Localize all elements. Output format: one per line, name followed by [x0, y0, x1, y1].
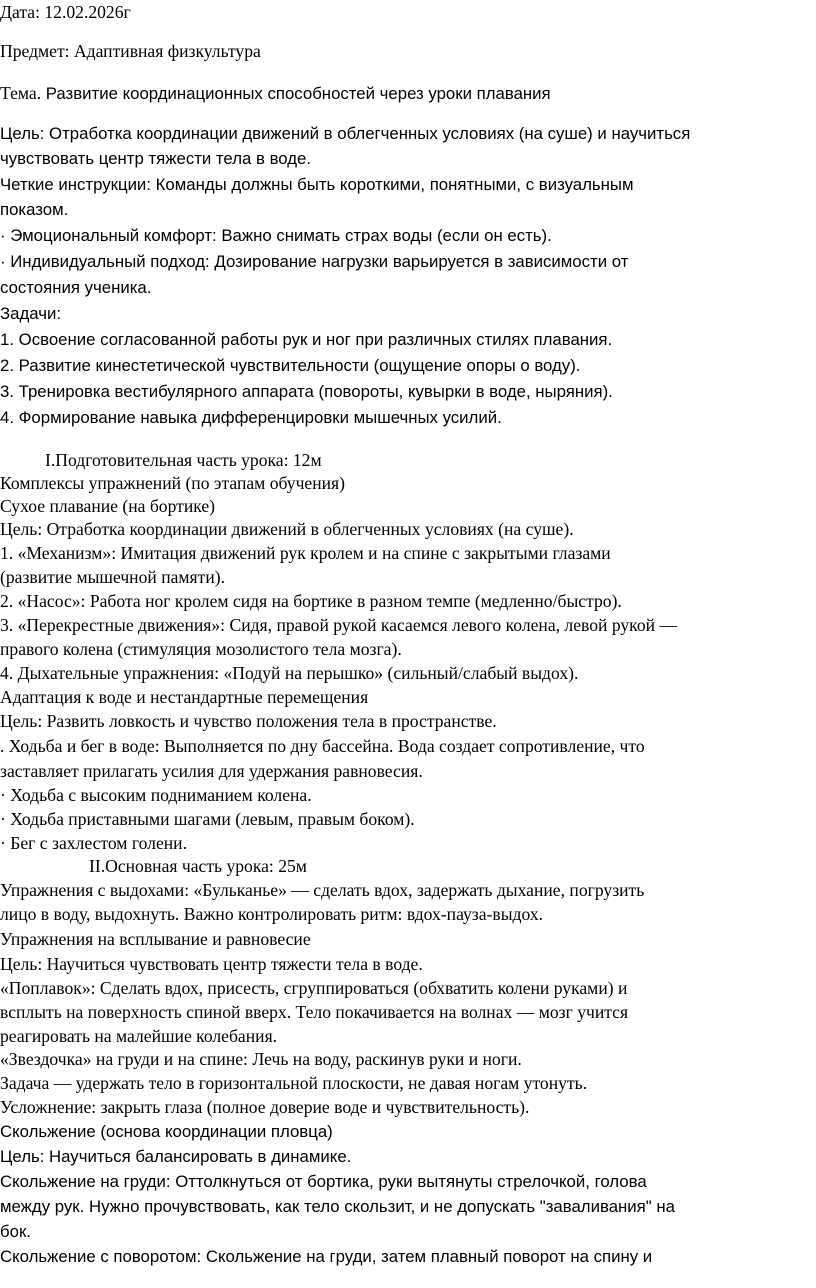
part2-line: всплыть на поверхность спиной вверх. Тело покачивается на волнах — мозг учится: [0, 1002, 629, 1022]
part2-line: Упражнения с выдохами: «Бульканье» — сделать вдох, задержать дыхание, погрузить: [0, 880, 645, 900]
principle-line: · Индивидуальный подход: Дозирование нагрузки варьируется в зависимости от: [0, 252, 629, 271]
part1-line: · Ходьба с высоким подниманием колена.: [0, 785, 312, 805]
part2-line: реагировать на малейшие колебания.: [0, 1026, 278, 1046]
task-item: 3. Тренировка вестибулярного аппарата (повороты, кувырки в воде, ныряния).: [0, 382, 613, 401]
part1-line: Адаптация к воде и нестандартные перемещения: [0, 687, 369, 707]
principle-line: · Эмоциональный комфорт: Важно снимать страх воды (если он есть).: [0, 226, 552, 245]
part1-line: (развитие мышечной памяти).: [0, 567, 226, 587]
part1-line: 3. «Перекрестные движения»: Сидя, правой рукой касаемся левого колена, левой рукой —: [0, 615, 678, 635]
principle-line: показом.: [0, 200, 69, 219]
part2-line: Скольжение на груди: Оттолкнуться от бортика, руки вытянуты стрелочкой, голова: [0, 1172, 647, 1191]
task-item: 4. Формирование навыка дифференцировки мышечных усилий.: [0, 408, 502, 427]
part1-heading: I.Подготовительная часть урока: 12м: [45, 450, 322, 470]
topic-line: [0, 82, 551, 105]
principle-line: Четкие инструкции: Команды должны быть короткими, понятными, с визуальным: [0, 175, 634, 194]
part2-line: Усложнение: закрыть глаза (полное доверие воде и чувствительность).: [0, 1097, 530, 1117]
date-line: Дата: 12.02.2026г: [0, 2, 131, 22]
principle-line: состояния ученика.: [0, 278, 152, 297]
part1-line: 1. «Механизм»: Имитация движений рук кролем и на спине с закрытыми глазами: [0, 543, 611, 563]
task-item: 1. Освоение согласованной работы рук и ног при различных стилях плавания.: [0, 330, 613, 349]
part2-line: Цель: Научиться балансировать в динамике.: [0, 1147, 352, 1166]
part1-line: Сухое плавание (на бортике): [0, 496, 216, 516]
part2-line: Скольжение с поворотом: Скольжение на груди, затем плавный поворот на спину и: [0, 1247, 653, 1266]
topic-label: Тема.: [0, 83, 42, 103]
part1-line: 2. «Насос»: Работа ног кролем сидя на бортике в разном темпе (медленно/быстро).: [0, 591, 622, 611]
part1-line: Комплексы упражнений (по этапам обучения): [0, 473, 346, 493]
subject-line: Предмет: Адаптивная физкультура: [0, 41, 261, 61]
tasks-heading: Задачи:: [0, 304, 62, 323]
part2-line: Цель: Научиться чувствовать центр тяжести тела в воде.: [0, 954, 423, 974]
part2-line: «Звездочка» на груди и на спине: Лечь на воду, раскинув руки и ноги.: [0, 1049, 522, 1069]
goal-line: чувствовать центр тяжести тела в воде.: [0, 149, 312, 168]
part1-line: 4. Дыхательные упражнения: «Подуй на перышко» (сильный/слабый выдох).: [0, 663, 579, 683]
part2-line: бок.: [0, 1222, 31, 1241]
part2-line: Скольжение (основа координации пловца): [0, 1122, 333, 1141]
topic-text: Развитие координационных способностей через уроки плавания: [41, 84, 551, 103]
part1-line: . Ходьба и бег в воде: Выполняется по дну бассейна. Вода создает сопротивление, что: [0, 736, 645, 756]
part1-line: заставляет прилагать усилия для удержания равновесия.: [0, 761, 423, 781]
part2-heading: II.Основная часть урока: 25м: [89, 856, 307, 876]
part1-line: · Ходьба приставными шагами (левым, правым боком).: [0, 809, 415, 829]
part2-line: Упражнения на всплывание и равновесие: [0, 929, 311, 949]
part2-line: «Поплавок»: Сделать вдох, присесть, сгруппироваться (обхватить колени руками) и: [0, 978, 628, 998]
goal-line: Цель: Отработка координации движений в облегченных условиях (на суше) и научиться: [0, 124, 691, 143]
task-item: 2. Развитие кинестетической чувствительности (ощущение опоры о воду).: [0, 356, 581, 375]
part1-line: · Бег с захлестом голени.: [0, 833, 187, 853]
part2-line: между рук. Нужно прочувствовать, как тело скользит, и не допускать "заваливания" на: [0, 1197, 675, 1216]
part2-line: лицо в воду, выдохнуть. Важно контролировать ритм: вдох-пауза-выдох.: [0, 904, 544, 924]
part2-line: Задача — удержать тело в горизонтальной плоскости, не давая ногам утонуть.: [0, 1073, 588, 1093]
part1-line: Цель: Отработка координации движений в облегченных условиях (на суше).: [0, 519, 574, 539]
part1-line: Цель: Развить ловкость и чувство положения тела в пространстве.: [0, 711, 497, 731]
part1-line: правого колена (стимуляция мозолистого тела мозга).: [0, 639, 402, 659]
